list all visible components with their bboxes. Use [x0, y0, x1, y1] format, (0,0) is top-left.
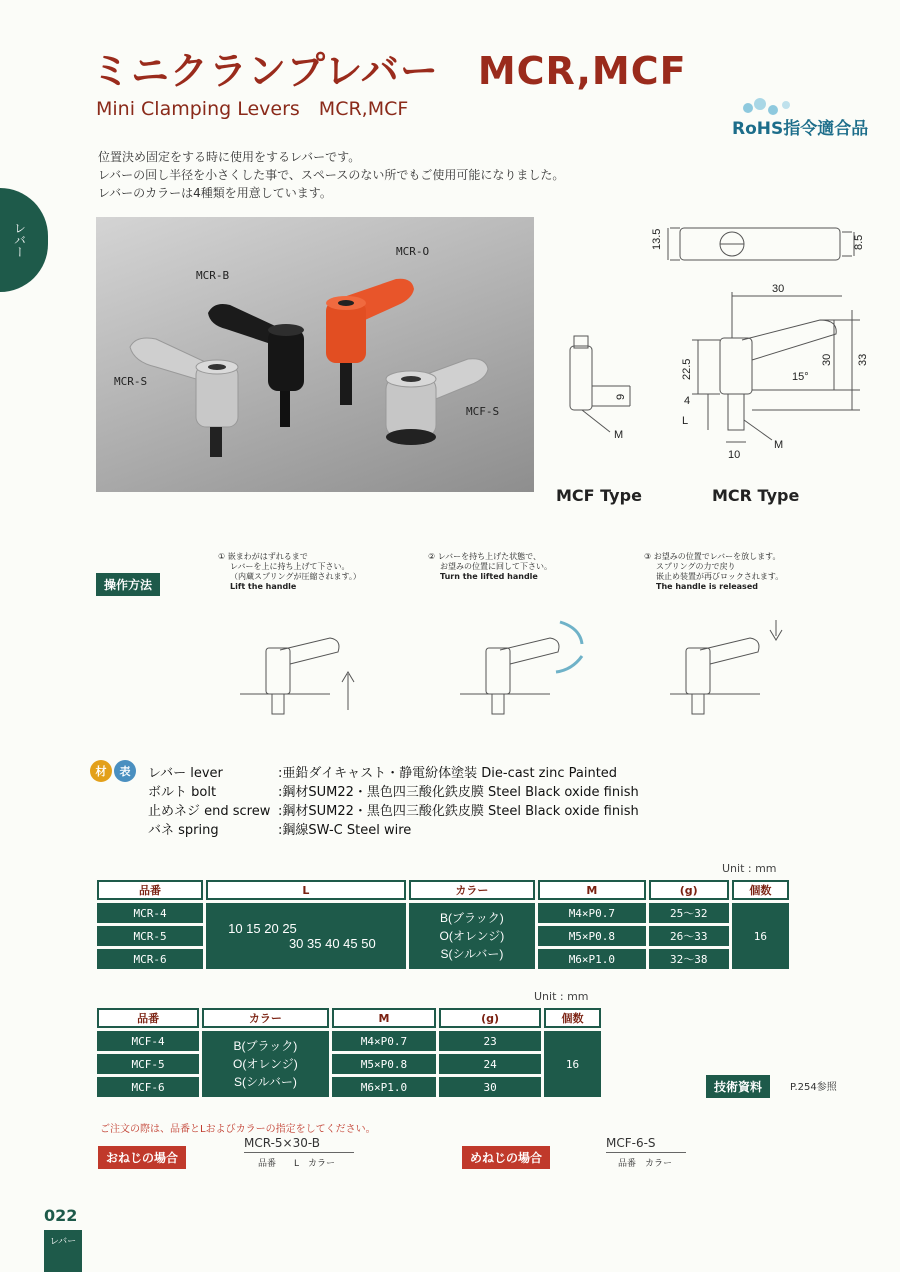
dim-top-13-5: 13.5: [651, 228, 663, 250]
material-badge: 材: [90, 760, 112, 782]
dim-mcf-9: 9: [615, 393, 627, 400]
dim-mcf-m: M: [614, 429, 624, 441]
page-section-tab: レバー: [44, 1230, 82, 1272]
step-line: お望みの位置に回して下さい。: [440, 562, 552, 571]
example-underline: [606, 1152, 686, 1153]
side-tab: レバー: [0, 188, 48, 292]
mcf-spec-table: [94, 1005, 604, 1100]
weight-cell: 24: [439, 1054, 541, 1074]
header-cell: カラー: [409, 880, 535, 900]
weight-cell: 23: [439, 1031, 541, 1051]
step-number: ②: [428, 552, 436, 561]
step-line: スプリングの力で戻り: [656, 562, 736, 571]
step-1-text: [218, 552, 361, 592]
page-title: ミニクランプレバー MCR,MCF: [92, 49, 687, 93]
step-line: 嵌まわがはずれるまで: [227, 552, 308, 561]
dim-mcr-angle: 15°: [792, 371, 809, 383]
step-en: Lift the handle: [230, 582, 297, 591]
intro-line: レバーの回し半径を小さくした事で、スペースのない所でもご使用可能になりました。: [98, 168, 565, 182]
photo-label-mcf-s: MCF-S: [466, 405, 500, 418]
example-underline: [244, 1152, 354, 1153]
product-photo: [96, 217, 534, 492]
thread-cell: M4×P0.7: [538, 903, 646, 923]
length-cell: 10 15 20 25 30 35 40 45 50: [206, 903, 406, 969]
header-cell: M: [538, 880, 646, 900]
tech-data-link[interactable]: 技術資料: [706, 1075, 770, 1098]
dim-mcr-l: L: [682, 415, 689, 427]
female-thread-label: めねじの場合: [462, 1146, 550, 1169]
weight-cell: 26〜33: [649, 926, 729, 946]
operation-diagrams: [240, 620, 800, 730]
table-row: [97, 1054, 601, 1074]
material-row: レバー lever :亜鉛ダイキャスト・静電紛体塗装 Die-cast zinc Painted: [148, 766, 618, 781]
header-cell: 品番: [97, 1008, 199, 1028]
intro-line: 位置決め固定をする時に使用をするレバーです。: [98, 150, 361, 164]
photo-label-mcr-o: MCR-O: [396, 245, 430, 258]
weight-cell: 30: [439, 1077, 541, 1097]
male-example-sub: 品番 L カラー: [258, 1159, 336, 1169]
step-line: レバーを持ち上げた状態で、: [437, 552, 541, 561]
table-row: [97, 903, 789, 923]
dim-top-8-5: 8.5: [853, 234, 865, 250]
color-cell: B(ブラック) O(オレンジ) S(シルバー): [409, 903, 535, 969]
header-cell: M: [332, 1008, 437, 1028]
header-cell: カラー: [202, 1008, 328, 1028]
step-en: Turn the lifted handle: [440, 572, 538, 581]
header-cell: (g): [439, 1008, 541, 1028]
rohs-badge: RoHS指令適合品: [732, 119, 869, 139]
qty-cell: 16: [544, 1031, 601, 1097]
step-line: レバーを上に持ち上げて下さい。: [230, 562, 350, 571]
table-header-row: [97, 880, 789, 900]
page-subtitle: Mini Clamping Levers MCR,MCF: [96, 98, 409, 120]
table-row: [97, 1077, 601, 1097]
step-number: ①: [218, 552, 226, 561]
dim-mcr-4: 4: [684, 395, 691, 407]
material-row: ボルト bolt :鋼材SUM22・黒色四三酸化鉄皮膜 Steel Black oxide finish: [148, 785, 639, 800]
operation-label: 操作方法: [96, 573, 160, 596]
weight-cell: 25〜32: [649, 903, 729, 923]
material-row: バネ spring :鋼線SW-C Steel wire: [148, 823, 412, 838]
code-cell: MCR-6: [97, 949, 203, 969]
unit-label: Unit : mm: [534, 990, 589, 1003]
tech-data-ref: P.254参照: [790, 1082, 837, 1093]
technical-drawing: [552, 220, 892, 480]
code-cell: MCF-5: [97, 1054, 199, 1074]
mcf-type-label: MCF Type: [556, 486, 642, 505]
thread-cell: M6×P1.0: [332, 1077, 437, 1097]
finish-badge: 表: [114, 760, 136, 782]
code-cell: MCF-6: [97, 1077, 199, 1097]
mcr-spec-table: [94, 877, 792, 972]
step-line: （内蔵スプリングが圧縮されます。）: [230, 572, 361, 581]
mcr-type-label: MCR Type: [712, 486, 800, 505]
dim-mcr-10: 10: [728, 449, 741, 461]
step-2-text: [428, 552, 552, 582]
table-header-row: [97, 1008, 601, 1028]
order-note: ご注文の際は、品番とLおよびカラーの指定をしてください。: [100, 1124, 376, 1135]
male-thread-label: おねじの場合: [98, 1146, 186, 1169]
thread-cell: M5×P0.8: [538, 926, 646, 946]
intro-text: [98, 148, 564, 202]
weight-cell: 32〜38: [649, 949, 729, 969]
intro-line: レバーのカラーは4種類を用意しています。: [98, 186, 332, 200]
female-example-sub: 品番 カラー: [618, 1159, 673, 1169]
dim-mcr-30-height: 30: [821, 353, 833, 366]
step-line: お望みの位置でレバーを放します。: [653, 552, 781, 561]
mcf-s-lever: [386, 359, 488, 445]
color-cell: B(ブラック) O(オレンジ) S(シルバー): [202, 1031, 328, 1097]
header-cell: 個数: [732, 880, 789, 900]
dim-mcr-m: M: [774, 439, 784, 451]
code-cell: MCF-4: [97, 1031, 199, 1051]
photo-label-mcr-b: MCR-B: [196, 269, 230, 282]
levers-illustration: [96, 217, 534, 492]
dim-mcr-33: 33: [857, 353, 869, 366]
male-example-code: MCR-5×30-B: [244, 1136, 321, 1150]
page-number: 022: [44, 1206, 78, 1225]
qty-cell: 16: [732, 903, 789, 969]
header-cell: 品番: [97, 880, 203, 900]
step-line: 嵌止め装置が再びロックされます。: [656, 572, 784, 581]
step-3-text: [644, 552, 783, 592]
female-example-code: MCF-6-S: [606, 1136, 656, 1150]
code-cell: MCR-4: [97, 903, 203, 923]
unit-label: Unit : mm: [722, 862, 777, 875]
table-row: [97, 1031, 601, 1051]
header-cell: (g): [649, 880, 729, 900]
mcr-s-lever: [130, 338, 238, 457]
dim-mcr-22-5: 22.5: [681, 358, 693, 380]
step-number: ③: [644, 552, 652, 561]
header-cell: L: [206, 880, 406, 900]
photo-label-mcr-s: MCR-S: [114, 375, 148, 388]
thread-cell: M5×P0.8: [332, 1054, 437, 1074]
thread-cell: M4×P0.7: [332, 1031, 437, 1051]
material-row: 止めネジ end screw :鋼材SUM22・黒色四三酸化鉄皮膜 Steel Black oxide finish: [148, 804, 639, 819]
header-cell: 個数: [544, 1008, 601, 1028]
dim-mcr-30-width: 30: [772, 283, 785, 295]
thread-cell: M6×P1.0: [538, 949, 646, 969]
code-cell: MCR-5: [97, 926, 203, 946]
step-en: The handle is released: [656, 582, 758, 591]
materials-list: [148, 762, 639, 838]
